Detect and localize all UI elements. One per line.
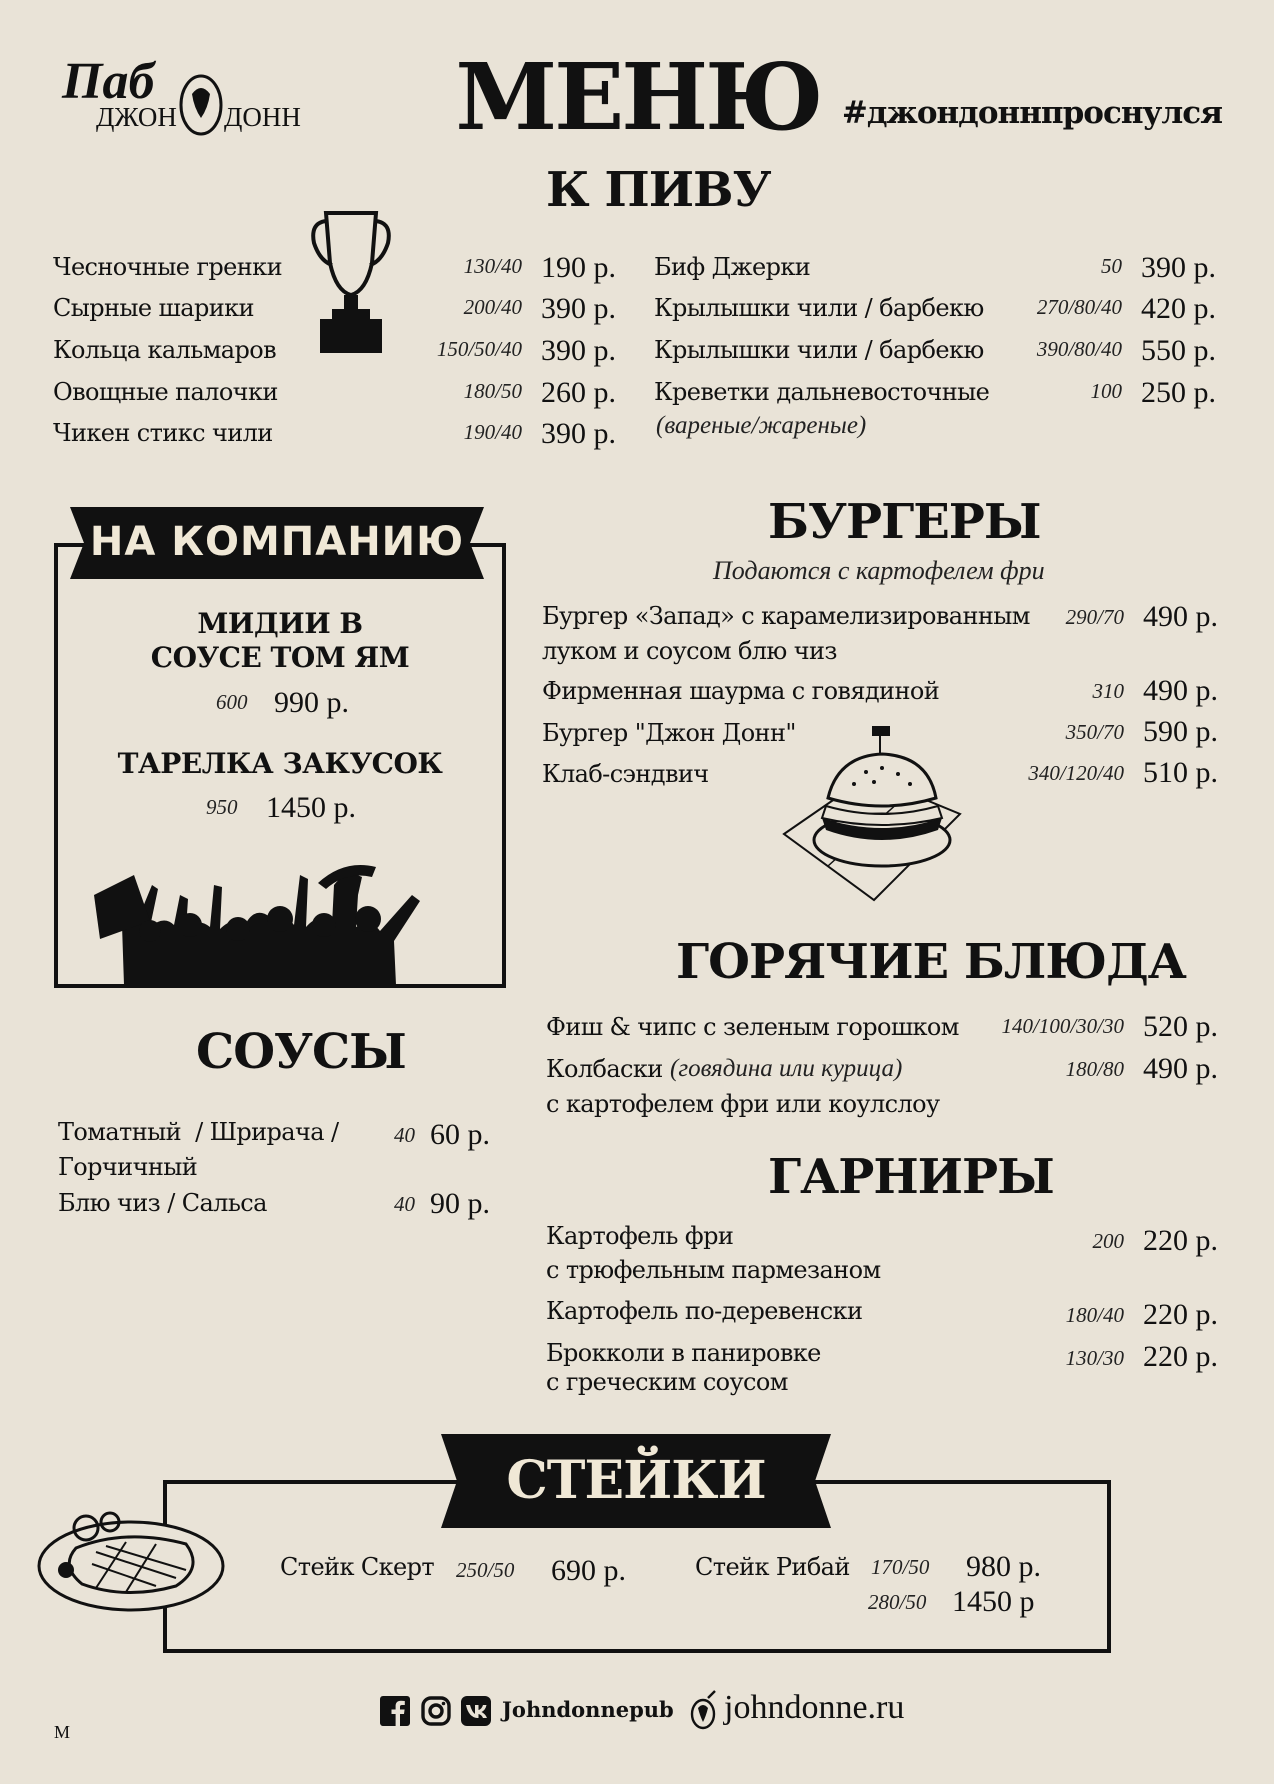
logo-donn: ДОНН <box>224 102 301 132</box>
steyki-title: СТЕЙКИ <box>506 1450 766 1511</box>
social-handle[interactable]: Johndonnepub <box>502 1697 674 1722</box>
section-title-sousy: СОУСЫ <box>196 1024 406 1080</box>
na-kompaniyu-item2-line1: ТАРЕЛКА ЗАКУСОК <box>117 747 443 780</box>
sauce-weight: 40 <box>394 1123 415 1147</box>
website-logo-icon <box>688 1690 718 1732</box>
menu-item-weight: 190/40 <box>463 420 522 444</box>
sauce-name: Блю чиз / Сальса <box>58 1189 267 1217</box>
sauce-line1: Томатный / Шрирача / <box>58 1118 339 1146</box>
steak-weight: 170/50 <box>871 1555 930 1579</box>
website-link[interactable]: johndonne.ru <box>724 1689 905 1726</box>
menu-item-price: 190 р. <box>541 251 616 284</box>
na-kompaniyu-item2-price: 1450 р. <box>266 791 356 824</box>
side-line2: с греческим соусом <box>546 1368 788 1396</box>
hot-dish-name: Колбаски <box>546 1055 663 1083</box>
burger-line1: Клаб-сэндвич <box>542 760 709 788</box>
burger-weight: 290/70 <box>1065 605 1124 629</box>
steak-weight: 280/50 <box>868 1590 927 1614</box>
side-weight: 180/40 <box>1065 1303 1124 1327</box>
facebook-icon[interactable] <box>380 1696 410 1726</box>
side-price: 220 р. <box>1143 1340 1218 1373</box>
burger-line1: Фирменная шаурма с говядиной <box>542 677 940 705</box>
burger-price: 590 р. <box>1143 715 1218 748</box>
menu-item-name: Креветки дальневосточные <box>654 378 990 406</box>
burger-line2: луком и соусом блю чиз <box>542 637 837 665</box>
menu-item-weight: 130/40 <box>463 254 522 278</box>
menu-item-name: Крылышки чили / барбекю <box>654 294 984 322</box>
section-title-garniry: ГАРНИРЫ <box>768 1149 1054 1205</box>
side-price: 220 р. <box>1143 1298 1218 1331</box>
menu-item-note: (вареные/жареные) <box>656 412 867 439</box>
burger-line1: Бургер «Запад» с карамелизированным <box>542 602 1030 630</box>
hot-dish-price: 520 р. <box>1143 1010 1218 1043</box>
menu-item-price: 390 р. <box>541 292 616 325</box>
hot-dish-weight: 180/80 <box>1065 1057 1124 1081</box>
vk-icon[interactable] <box>461 1696 491 1726</box>
hot-dish-note: (говядина или курица) <box>670 1055 903 1082</box>
na-kompaniyu-item1-weight: 600 <box>216 690 248 714</box>
menu-item-name: Сырные шарики <box>53 294 254 322</box>
burger-weight: 340/120/40 <box>1028 761 1124 785</box>
burger-icon <box>782 726 962 902</box>
burger-weight: 350/70 <box>1065 720 1124 744</box>
menu-item-weight: 180/50 <box>463 379 522 403</box>
side-line1: Картофель фри <box>546 1222 734 1250</box>
menu-item-price: 390 р. <box>541 334 616 367</box>
menu-item-weight: 100 <box>1090 379 1122 403</box>
side-price: 220 р. <box>1143 1224 1218 1257</box>
section-title-goryachie: ГОРЯЧИЕ БЛЮДА <box>676 934 1186 990</box>
na-kompaniyu-item1-line1: МИДИИ В <box>197 607 363 640</box>
menu-item-weight: 150/50/40 <box>436 337 522 361</box>
hashtag: #джондоннпроснулся <box>841 95 1222 131</box>
instagram-icon[interactable] <box>421 1696 451 1726</box>
sauce-line2: Горчичный <box>58 1153 198 1181</box>
menu-item-weight: 200/40 <box>463 295 522 319</box>
hot-dish-name: Фиш & чипс с зеленым горошком <box>546 1013 959 1041</box>
burger-weight: 310 <box>1092 679 1124 703</box>
trophy-icon <box>306 205 396 357</box>
menu-item-price: 390 р. <box>1141 251 1216 284</box>
side-weight: 130/30 <box>1065 1346 1124 1370</box>
sauce-price: 60 р. <box>430 1118 490 1151</box>
logo-john: ДЖОН <box>96 102 177 132</box>
menu-item-price: 550 р. <box>1141 334 1216 367</box>
hot-dish-line2: с картофелем фри или коулслоу <box>546 1090 940 1118</box>
logo-pab: Паб <box>62 53 155 110</box>
steak-icon <box>36 1508 226 1614</box>
steak-price: 690 р. <box>551 1554 626 1587</box>
menu-item-name: Крылышки чили / барбекю <box>654 336 984 364</box>
corner-mark: M <box>54 1722 71 1742</box>
side-line1: Брокколи в панировке <box>546 1339 821 1367</box>
menu-item-name: Кольца кальмаров <box>53 336 277 364</box>
menu-item-name: Чикен стикс чили <box>53 419 273 447</box>
menu-item-weight: 50 <box>1101 254 1122 278</box>
steak-name: Стейк Скерт <box>280 1553 435 1581</box>
side-line2: с трюфельным пармезаном <box>546 1256 881 1284</box>
menu-item-weight: 270/80/40 <box>1036 295 1122 319</box>
menu-item-name: Овощные палочки <box>53 378 278 406</box>
hot-dish-price: 490 р. <box>1143 1052 1218 1085</box>
steak-price: 980 р. <box>966 1550 1041 1583</box>
menu-item-name: Биф Джерки <box>654 253 811 281</box>
na-kompaniyu-item1-price: 990 р. <box>274 686 349 719</box>
menu-item-price: 390 р. <box>541 417 616 450</box>
page-title: МЕНЮ <box>455 43 821 151</box>
burger-line1: Бургер "Джон Донн" <box>542 719 796 747</box>
menu-item-weight: 390/80/40 <box>1036 337 1122 361</box>
burger-price: 490 р. <box>1143 674 1218 707</box>
section-title-burgery: БУРГЕРЫ <box>768 494 1041 550</box>
steak-weight: 250/50 <box>456 1558 515 1582</box>
side-line1: Картофель по-деревенски <box>546 1297 863 1325</box>
menu-item-name: Чесночные гренки <box>53 253 282 281</box>
side-weight: 200 <box>1092 1229 1124 1253</box>
sauce-price: 90 р. <box>430 1187 490 1220</box>
menu-item-price: 260 р. <box>541 376 616 409</box>
na-kompaniyu-item2-weight: 950 <box>206 795 238 819</box>
section-title-k-pivu: К ПИВУ <box>546 162 771 218</box>
steak-price: 1450 р <box>952 1585 1035 1618</box>
menu-item-price: 250 р. <box>1141 376 1216 409</box>
burger-price: 510 р. <box>1143 756 1218 789</box>
na-kompaniyu-title: НА КОМПАНИЮ <box>89 519 465 565</box>
fans-crowd-icon <box>94 855 466 985</box>
hot-dish-weight: 140/100/30/30 <box>1001 1014 1124 1038</box>
na-kompaniyu-item1-line2: СОУСЕ ТОМ ЯМ <box>150 641 410 674</box>
steak-name: Стейк Рибай <box>695 1553 850 1581</box>
burgery-subtitle: Подаются с картофелем фри <box>713 556 1045 585</box>
sauce-weight: 40 <box>394 1192 415 1216</box>
burger-price: 490 р. <box>1143 600 1218 633</box>
menu-item-price: 420 р. <box>1141 292 1216 325</box>
